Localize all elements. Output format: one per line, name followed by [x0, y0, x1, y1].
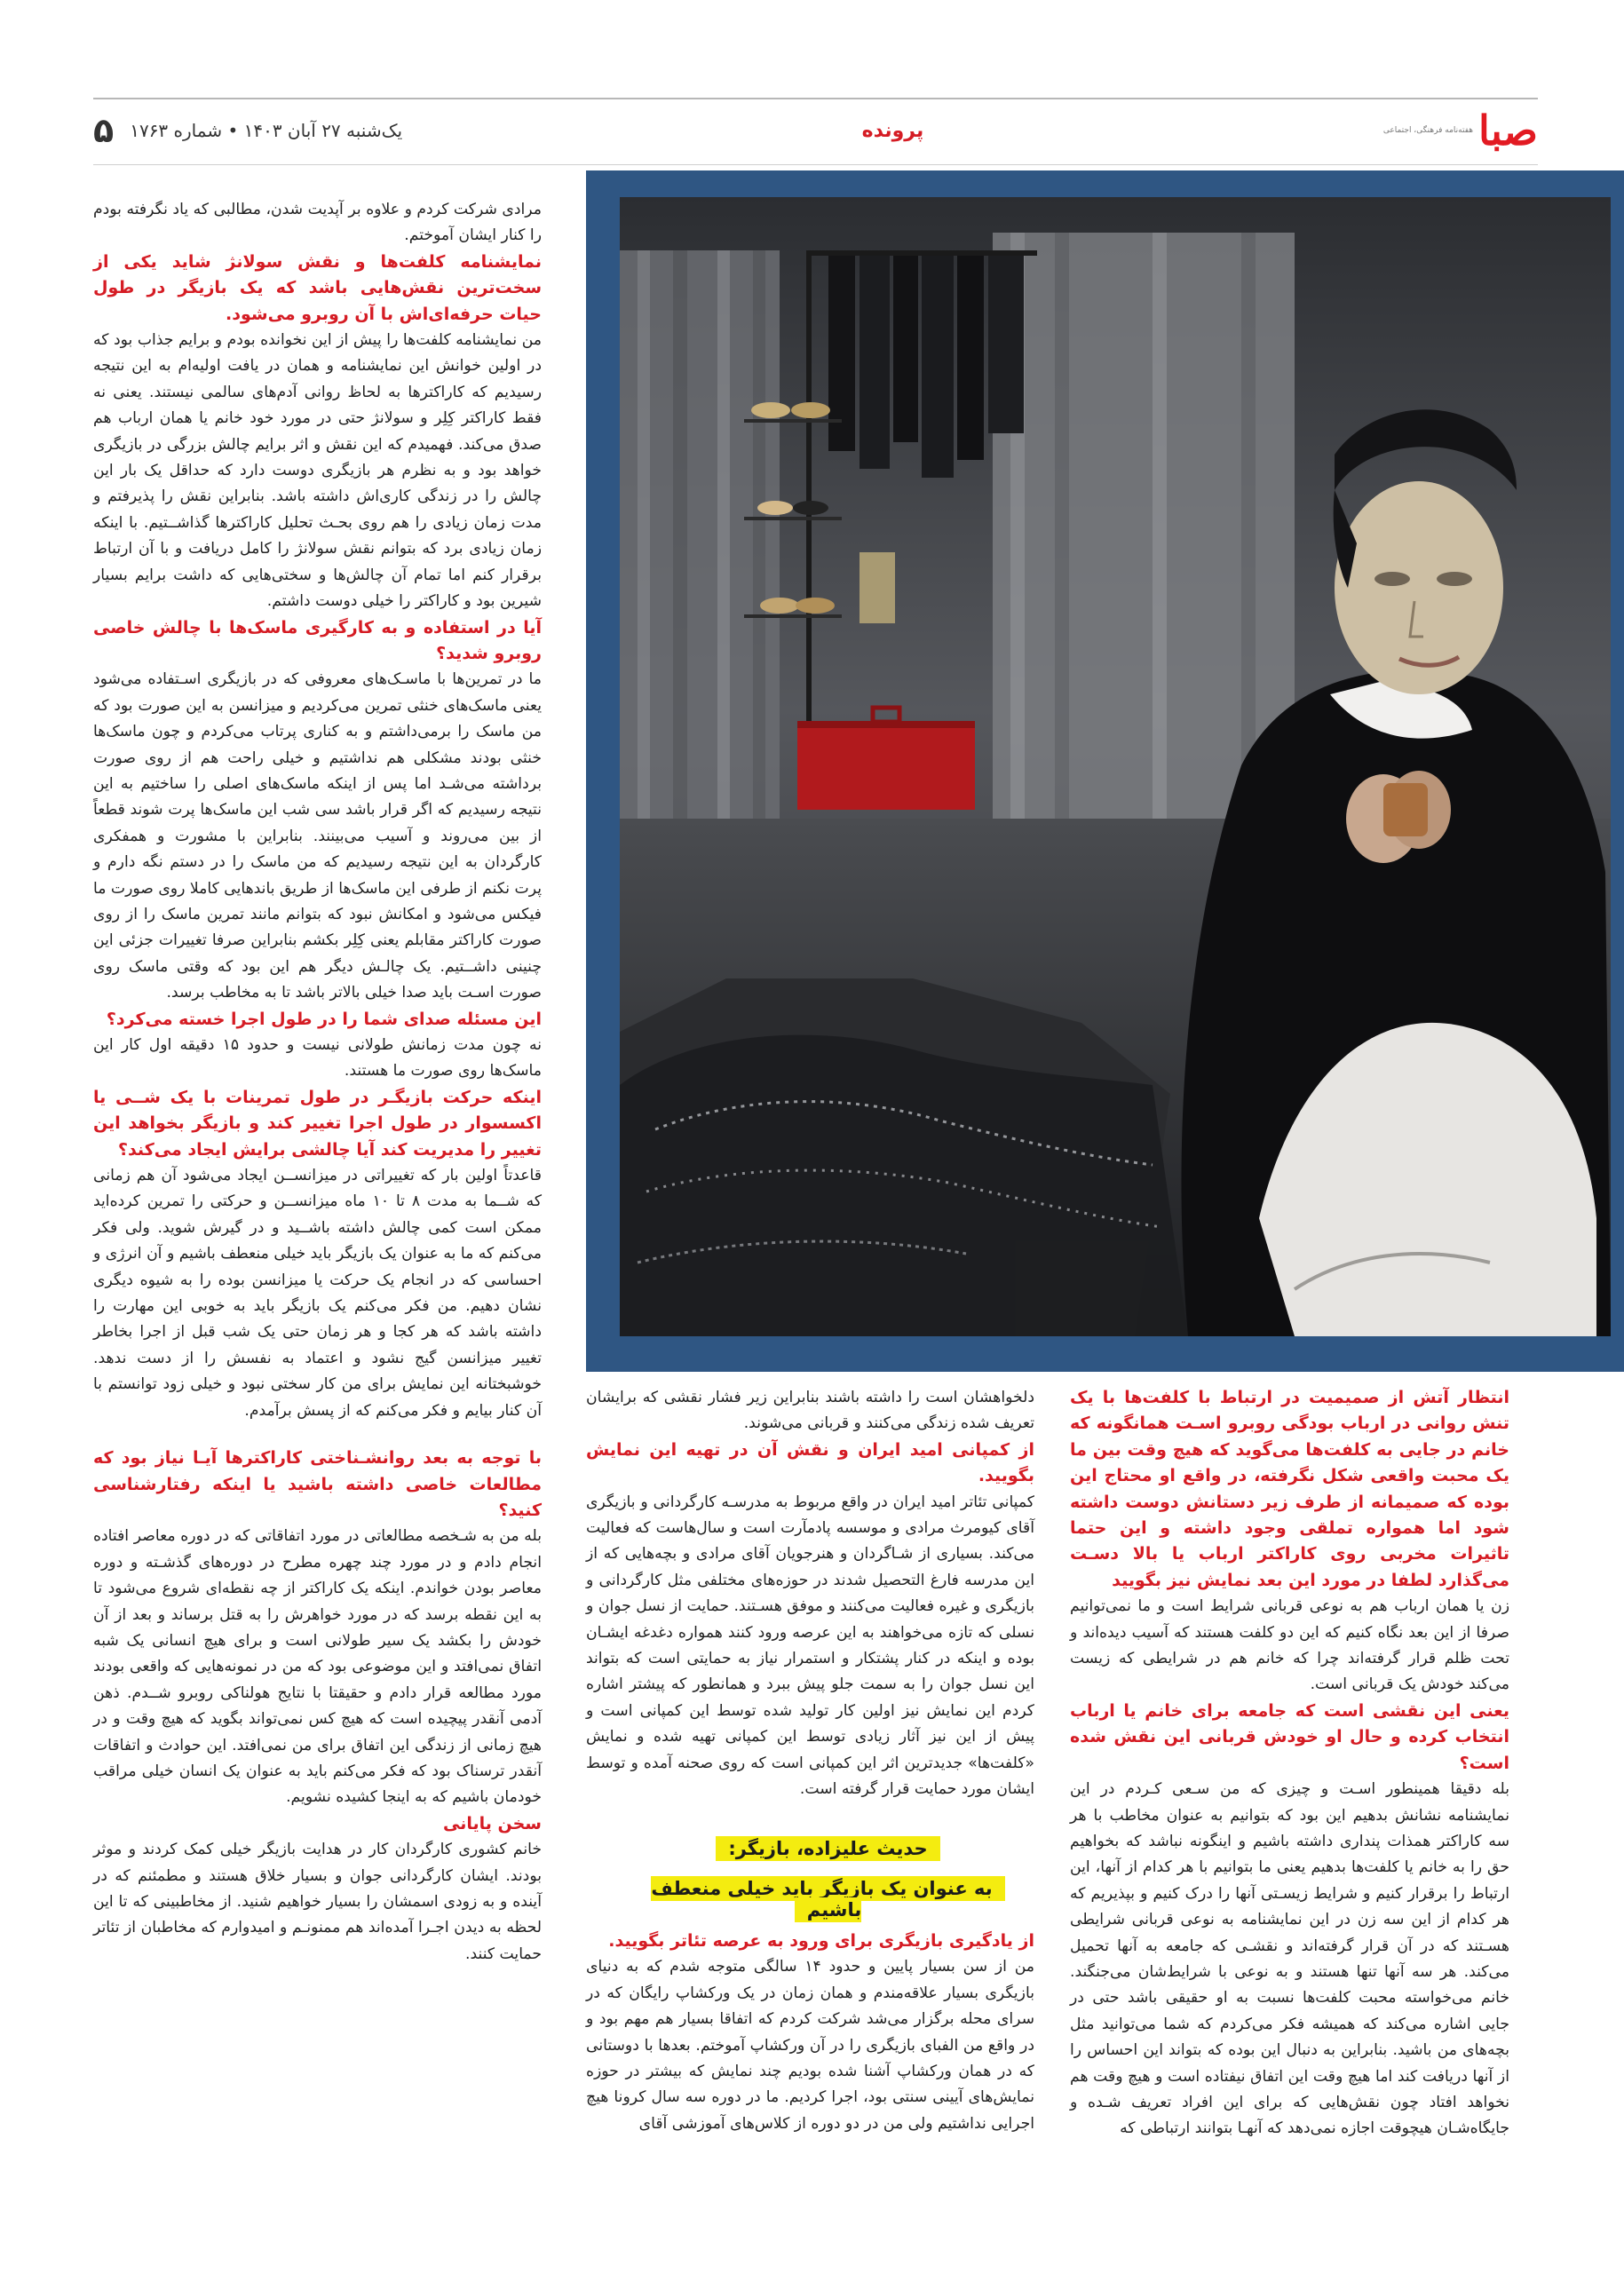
logo-subtitle: هفته‌نامه فرهنگی، اجتماعی: [1382, 126, 1474, 135]
body-paragraph: مرادی شرکت کردم و علاوه بر آپدیت شدن، مطالبی که یاد نگرفته بودم را کنار ایشان آموختم.: [93, 201, 542, 245]
middle-column-lower: [586, 1928, 1034, 2137]
issue-date: یک‌شنبه ۲۷ آبان ۱۴۰۳ • شماره ۱۷۶۳: [130, 120, 403, 141]
page-header: [0, 0, 1624, 169]
header-rule: [93, 98, 1538, 99]
issue-info: [93, 111, 402, 150]
closing-heading: سخن پایانی: [443, 1813, 542, 1833]
page-number: ۵: [93, 111, 115, 150]
left-column: [93, 197, 542, 1968]
body-paragraph: دلخواهشان است را داشته باشند بنابراین زیر فشار نقشی که برایشان تعریف شده زندگی می‌کنند و قربانی می‌شوند.: [586, 1389, 1034, 1433]
interview-question: اینکه حرکت بازیگـر در طول تمرینات با یک شــی یا اکسسوار در طول اجرا تغییر کند و بازیگر بخواهد این تغییر را مدیریت کند آیا چالشی برایش ایجاد می‌کند؟: [93, 1087, 542, 1160]
body-paragraph: بله من به شـخصه مطالعاتی در مورد اتفاقاتی که در دوره معاصر افتاده انجام دادم و در مورد چند چهره مطرح در دوره‌های گذشـته و دوره معاصر بودن خواندم. اینکه یک کاراکتر از چه نقطه‌ای شروع می‌شود تا به این نقطه برسد که در مورد خواهرش را به قتل برساند و بعد از آن خودش را بکشد یک سیر طولانی است و برای هیچ انسانی یک شبه اتفاق نمی‌افتد و این موضوعی بود که من در نمونه‌هایی که واقعی بودند مورد مطالعه قرار دادم و حقیقتا با نتایج هولناکی روبرو شــدم. ذهن آدمی آنقدر پیچیده است که هیچ کس نمی‌تواند بگوید که هیچ وقت و در هیچ زمانی از زندگی این اتفاق برای من نمی‌افتد. این حوادث و اتفاقات آنقدر ترسناک بود که فکر می‌کنم باید به عنوان یک انسان خیلی مراقب خودمان باشیم که به اینجا کشیده نشویم.: [93, 1527, 542, 1807]
interview-question: از یادگیری بازیگری برای ورود به عرصه تئاتر بگویید.: [608, 1931, 1034, 1951]
article-subtitle-text: به عنوان یک بازیگر باید خیلی منعطف باشیم: [651, 1876, 1004, 1922]
interviewee-name: [622, 1838, 1034, 1859]
stage-photo: [620, 197, 1611, 1336]
body-paragraph: من نمایشنامه کلفت‌ها را پیش از این نخوانده بودم و برایم جذاب بود که در اولین خوانش این نمایشنامه و همان در یافت اولیه‌ام به این نتیجه رسیدیم که کاراکترها به لحاظ روانی آدم‌های سالمی نیستند. یعنی نه فقط کاراکتر کِلِر و سولانژ حتی در مورد خود خانم یا همان ارباب هم صدق می‌کند. فهمیدم که این نقش و اثر برایم چالش بزرگی در بازیگری خواهد بود و به نظرم هر بازیگری دوست دارد که حداقل یک بار این چالش را در زندگی کاری‌اش داشته باشد. بنابراین نقش را پذیرفتم و مدت زمان زیادی را هم روی بحـث تحلیل کاراکترها گذاشــتیم. با اینکه زمان زیادی برد که بتوانم نقش سولانژ را کامل دریافت و با آن ارتباط برقرار کنم اما تمام آن چالش‌ها و سختی‌هایی که داشت برایم بسیار شیرین بود و کاراکتر را خیلی دوست داشتم.: [93, 331, 542, 611]
interview-question: یعنی این نقشی است که جامعه برای خانم یا ارباب انتخاب کرده و حال او خودش قربانی این نقش شده است؟: [1070, 1700, 1509, 1773]
interviewee-name-text: حدیث علیزاده، بازیگر:: [716, 1836, 939, 1861]
body-paragraph: کمپانی تئاتر امید ایران در واقع مربوط به مدرسـه کارگردانی و بازیگری آقای کیومرث مرادی و موسسه پادمآرت است و سال‌هاست که فعالیت می‌کند. بسیاری از شـاگردان و هنرجویان آقای مرادی و بچه‌هایی که از این مدرسه فارغ التحصیل شدند در حوزه‌های مختلفی مثل کارگردانی و بازیگری و غیره فعالیت می‌کنند و موفق هسـتند. حمایت از نسل جوان و نسلی که تازه می‌خواهند به این عرصه ورود کنند همواره دغدغه ایشـان بوده و اینکه در کنار پشتکار و استمرار نیاز به حمایتی است که بتواند این نسل جوان را به سمت جلو پیش ببرد و همانطور که پیشتر اشاره کردم این نمایش نیز اولین کار تولید شده توسط این کمپانی است و پیش از این نیز آثار زیادی توسط این کمپانی تهیه شده و نمایش «کلفت‌ها» جدیدترین اثر این کمپانی است که روی صحنه آمده و توسط ایشان مورد حمایت قرار گرفته است.: [586, 1493, 1034, 1799]
middle-column: [586, 1385, 1034, 1803]
logo-text: صبا: [1478, 107, 1538, 154]
body-paragraph: ما در تمرین‌ها با ماسـک‌های معروفی که در بازیگری اسـتفاده می‌شود یعنی ماسک‌های خنثی تمرین می‌کردیم و میزانسن به این صورت بود که من ماسک را برمی‌داشتم و به کناری پرتاب می‌کردم و چون ماسک‌ها خنثی بودند مشکلی هم نداشتیم و خیلی راحت هم از روی صورت برداشته می‌شـد اما پس از اینکه ماسک‌های اصلی را ساختیم به این نتیجه رسیدیم که اگر قرار باشد سی شب این ماسک‌ها پرت شوند قطعاً از بین می‌روند و آسیب می‌بینند. بنابراین با مشورت و همفکری کارگردان به این نتیجه رسیدیم که من ماسک را در دستم نگه دارم و پرت نکنم از طرفی این ماسک‌ها از طریق باندهایی کاملا روی صورت ما فیکس می‌شود و امکانش نبود که بتوانم مانند تمرین ماسک را از روی صورت کاراکتر مقابلم یعنی کِلِر بکشم بنابراین صرفا تغییرات جزئی این چنینی داشــتیم. یک چالـش دیگر هم این بود که وقتی ماسک روی صورت اسـت باید صدا خیلی بالاتر باشد تا به مخاطب برسد.: [93, 670, 542, 1002]
interview-question: از کمپانی امید ایران و نقش آن در تهیه این نمایش بگویید.: [586, 1439, 1034, 1486]
body-paragraph: نه چون مدت زمانش طولانی نیست و حدود ۱۵ دقیقه اول کار این ماسک‌ها روی صورت ما هستند.: [93, 1036, 542, 1081]
interview-question: نمایشنامه کلفت‌ها و نقش سولانژ شاید یکی از سخت‌ترین نقش‌هایی باشد که یک بازیگر در طول حیات حرفه‌ای‌اش با آن روبرو می‌شود.: [93, 251, 542, 324]
header-bar: [93, 100, 1538, 161]
right-column: [1070, 1385, 1509, 2142]
dress-on-floor: [620, 1035, 1188, 1336]
body-paragraph: خانم کشوری کارگردان کار در هدایت بازیگر خیلی کمک کردند و موثر بودند. ایشان کارگردانی جوان و بسیار خلاق هستند و مطمئنم که در آینده و به زودی اسمشان را بسیار خواهیم شنید. از مخاطبینی که تا این لحظه به دیدن اجـرا آمده‌اند هم ممنونـم و امیدوارم که مخاطبان از تئاتر حمایت کنند.: [93, 1841, 542, 1963]
header-bottom-rule: [93, 164, 1538, 165]
interview-question: آیا در استفاده و به کارگیری ماسک‌ها با چالش خاصی روبرو شدید؟: [93, 617, 542, 663]
red-suitcase: [797, 708, 975, 810]
interview-question: با توجه به بعد روانشـناختی کاراکترها آیـا نیاز بود که مطالعات خاصی داشته باشید یا اینکه رفتارشناسی کنید؟: [93, 1448, 542, 1520]
body-paragraph: قاعدتاً اولین بار که تغییراتی در میزانســن ایجاد می‌شود آن هم زمانی که شــما به مدت ۸ تا ۱۰ ماه میزانســن و حرکتی را تمرین کرده‌اید ممکن است کمی چالش داشته باشــید و در گیرش شوید. ولی فکر می‌کنم که ما به عنوان یک بازیگر باید خیلی منعطف باشیم و آن انرژی و احساسی که در انجام یک حرکت یا میزانسن بوده را به شیوه دیگری نشان دهیم. من فکر می‌کنم یک بازیگر باید به خوبی این مهارت را داشته باشد که هر کجا و هر زمان حتی یک شب قبل از اجرا بخاطر تغییر میزانسن گیج نشود و اعتماد به نفسش را از دست ندهد. خوشبختانه این نمایش برای من کار سختی نبود و خیلی زود توانستم با آن کنار بیایم و فکر می‌کنم که از پسش برآمدم.: [93, 1167, 542, 1420]
interview-question: انتظار آتش از صمیمیت در ارتباط با کلفت‌ها با یک تنش روانی در ارباب بودگی روبرو اسـت همانگونه که خانم در جایی به کلفت‌ها می‌گوید که هیچ وقت بین ما یک محبت واقعی شکل نگرفته، در واقع او محتاج این بوده که صمیمانه از طرف زیر دستانش دوست داشته شود اما همواره تملقی وجود داشته و این حتما تاثیرات مخربی روی کاراکتر ارباب یا بالا دسـت می‌گذارد لطفا در مورد این بعد نمایش نیز بگویید: [1070, 1388, 1509, 1590]
body-paragraph: من از سن بسیار پایین و حدود ۱۴ سالگی متوجه شدم که به دنیای بازیگری بسیار علاقه‌مندم و همان زمان در یک ورکشاپ رایگان که در سرای محله برگزار می‌شد شرکت کردم که اتفاقا بسیار هم مهم بود و در واقع من الفبای بازیگری را در آن ورکشاپ آموختم. بعدها با دوستانی که در همان ورکشاپ آشنا شده بودیم چند نمایش که بیشتر در حوزه نمایش‌های آیینی سنتی بود، اجرا کردیم. ما در دوره سه سال کرونا هیچ اجرایی نداشتیم ولی من در دو دوره از کلاس‌های آموزشی آقای: [586, 1958, 1034, 2133]
curtain-left: [620, 250, 780, 890]
interview-question: این مسئله صدای شما را در طول اجرا خسته می‌کرد؟: [106, 1009, 542, 1029]
section-title: پرونده: [861, 119, 924, 142]
body-paragraph: بله دقیقا همینطور اسـت و چیزی که من سـعی کـردم در این نمایشنامه نشانش بدهیم این بود که بتوانیم به عنوان مخاطب با هر سه کاراکتر همذات پنداری داشته باشیم و اینگونه نباشد که بخواهیم حق را به خانم یا کلفت‌ها بدهیم یعنی ما بتوانیم با هر کدام از آنها، این ارتباط را برقرار کنیم و شرایط زیسـتی آنها را درک کنیم و بپذیریم که هر کدام از این سه زن در این نمایشنامه به نوعی قربانی شرایطی هسـتند که در آن قرار گرفته‌اند و نقشـی که جامعه به آنها تحمیل می‌کند. هر سه آنها تنها هستند و به نوعی با شرایط‌شان می‌جنگند. خانم می‌خواسته محبت کلفت‌ها نسبت به او حقیقی باشد حتی در جایی اشاره می‌کند که همیشه فکر می‌کردم که شما می‌توانید مثل بچه‌های من باشید. بنابراین به دنبال این بوده که بتواند این احساس را از آنها دریافت کند اما هیچ وقت این اتفاق نیفتاده است و هیچ وقت هم نخواهد افتاد چون نقش‌هایی که برای این افراد تعریف شـده و جایگاه‌شـان هیچوقت اجازه نمی‌دهد که آنهـا بتوانند ارتباطی که: [1070, 1780, 1509, 2138]
stage-photo-illustration: [620, 197, 1611, 1336]
magazine-logo[interactable]: [1382, 107, 1538, 154]
body-paragraph: زن یا همان ارباب هم به نوعی قربانی شرایط است و ما نمی‌توانیم صرفا از این بعد نگاه کنیم که این دو کلفت هستند که آسیب دیده‌اند و تحت ظلم قرار گرفته‌اند چرا که خانم هم در شرایطی که زیست می‌کند خودش یک قربانی است.: [1070, 1597, 1509, 1694]
article-subtitle: [622, 1878, 1034, 1921]
